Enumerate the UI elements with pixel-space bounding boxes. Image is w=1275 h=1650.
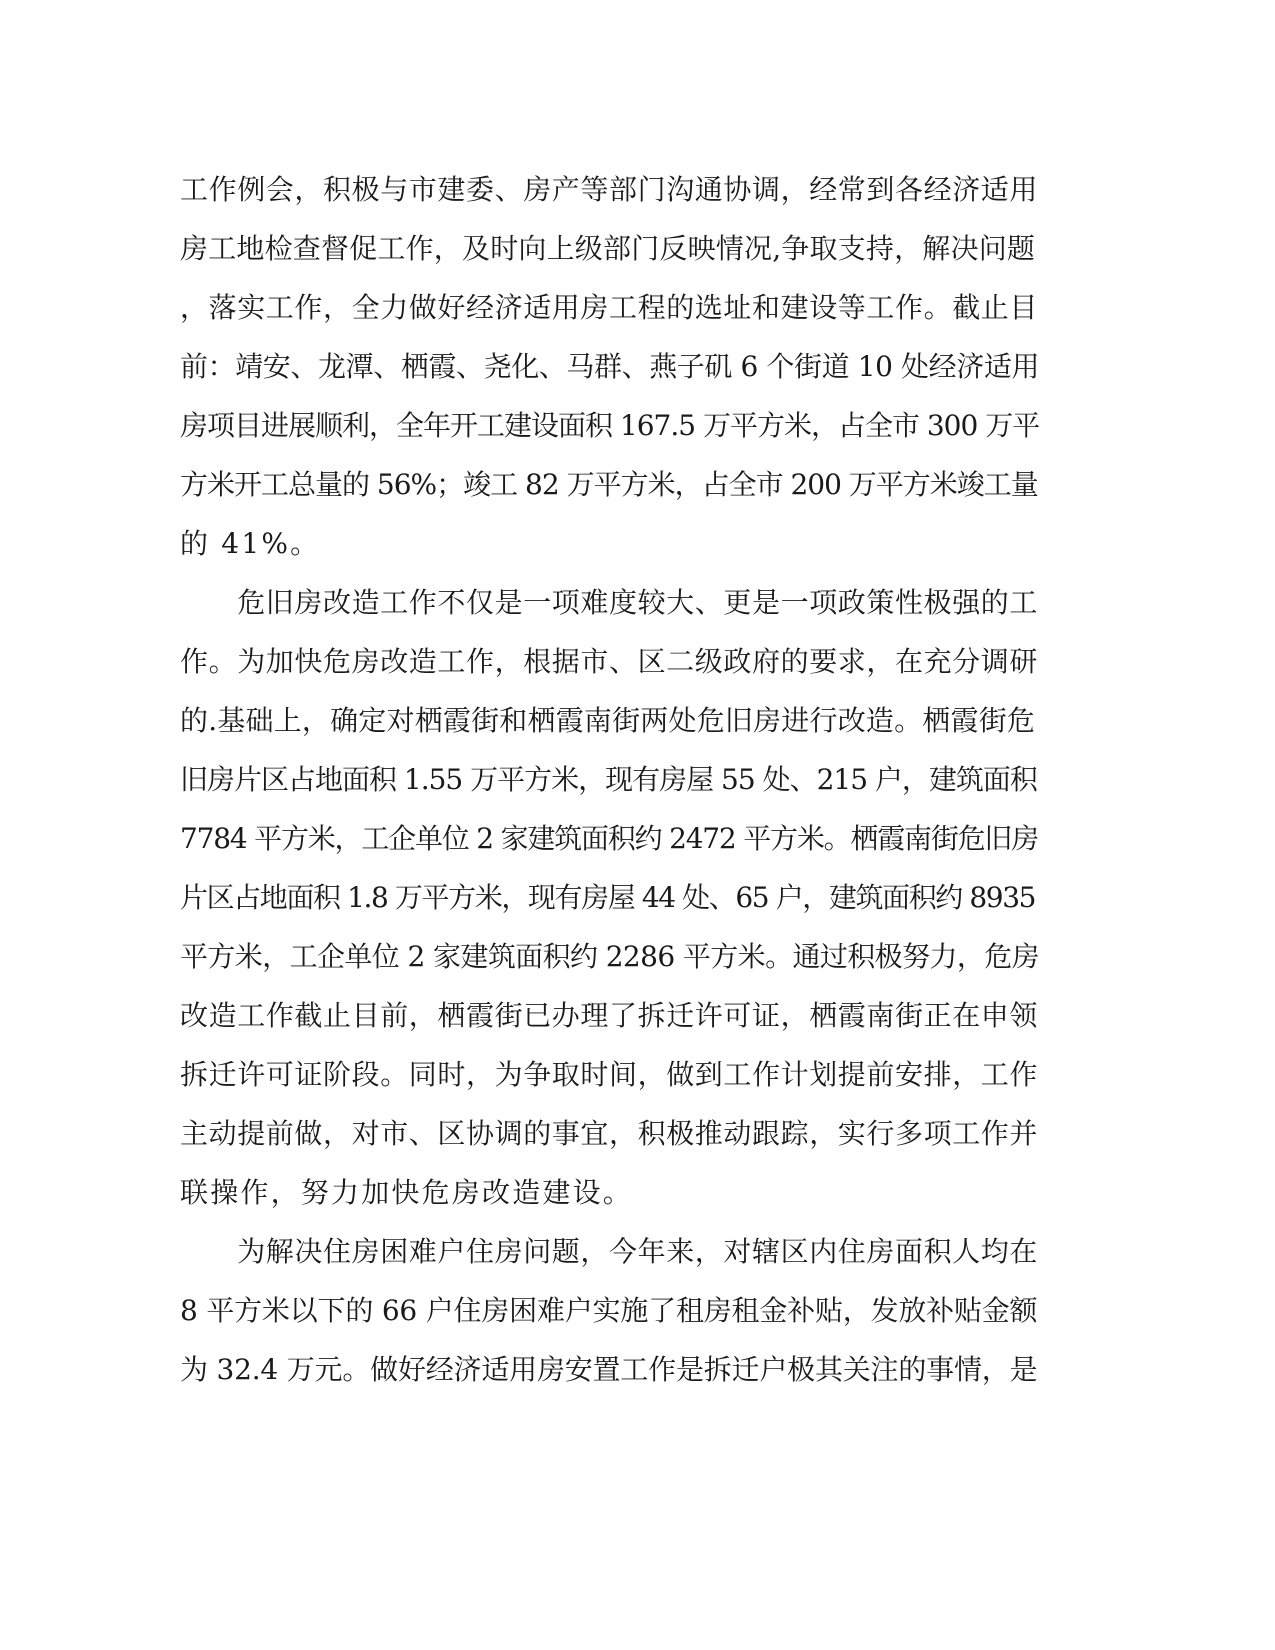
text-line: 房项目进展顺利，全年开工建设面积 167.5 万平方米，占全市 300 万平 <box>180 409 1040 442</box>
text-line: 8 平方米以下的 66 户住房困难户实施了租房租金补贴，发放补贴金额 <box>180 1294 1038 1327</box>
text-line: 前：靖安、龙潭、栖霞、尧化、马群、燕子矶 6 个街道 10 处经济适用 <box>180 350 1040 383</box>
text-line: 房工地检查督促工作，及时向上级部门反映情况,争取支持，解决问题 <box>180 232 1036 265</box>
body-text <box>180 160 1040 1399</box>
text-line: 旧房片区占地面积 1.55 万平方米，现有房屋 55 处、215 户，建筑面积 <box>180 763 1037 796</box>
paragraph-2 <box>180 573 1040 1222</box>
text-line: 为 32.4 万元。做好经济适用房安置工作是拆迁户极其关注的事情，是 <box>180 1353 1038 1386</box>
text-line: 工作例会，积极与市建委、房产等部门沟通协调，经常到各经济适用 <box>180 173 1039 206</box>
text-line: 危旧房改造工作不仅是一项难度较大、更是一项政策性极强的工 <box>180 586 1039 619</box>
text-line: 联操作，努力加快危房改造建设。 <box>180 1176 634 1209</box>
text-line: 方米开工总量的 56%；竣工 82 万平方米，占全市 200 万平方米竣工量 <box>180 468 1038 501</box>
text-line: ，落实工作，全力做好经济适用房工程的选址和建设等工作。截止目 <box>180 291 1039 324</box>
text-line: 片区占地面积 1.8 万平方米，现有房屋 44 处、65 户，建筑面积约 8935 <box>180 881 1036 914</box>
text-line: 作。为加快危房改造工作，根据市、区二级政府的要求，在充分调研 <box>180 645 1039 678</box>
text-line: 为解决住房困难户住房问题，今年来，对辖区内住房面积人均在 <box>180 1235 1039 1268</box>
text-line: 平方米，工企单位 2 家建筑面积约 2286 平方米。通过积极努力，危房 <box>180 940 1040 973</box>
text-line: 拆迁许可证阶段。同时，为争取时间，做到工作计划提前安排，工作 <box>180 1058 1039 1091</box>
paragraph-3 <box>180 1222 1040 1399</box>
text-line: 7784 平方米，工企单位 2 家建筑面积约 2472 平方米。栖霞南街危旧房 <box>180 822 1039 855</box>
text-line: 改造工作截止目前，栖霞街已办理了拆迁许可证，栖霞南街正在申领 <box>180 999 1039 1032</box>
text-line: 主动提前做，对市、区协调的事宜，积极推动跟踪，实行多项工作并 <box>180 1117 1039 1150</box>
text-line: 的 41%。 <box>180 527 321 560</box>
text-line: 的.基础上，确定对栖霞街和栖霞南街两处危旧房进行改造。栖霞街危 <box>180 704 1036 737</box>
paragraph-1 <box>180 160 1040 573</box>
